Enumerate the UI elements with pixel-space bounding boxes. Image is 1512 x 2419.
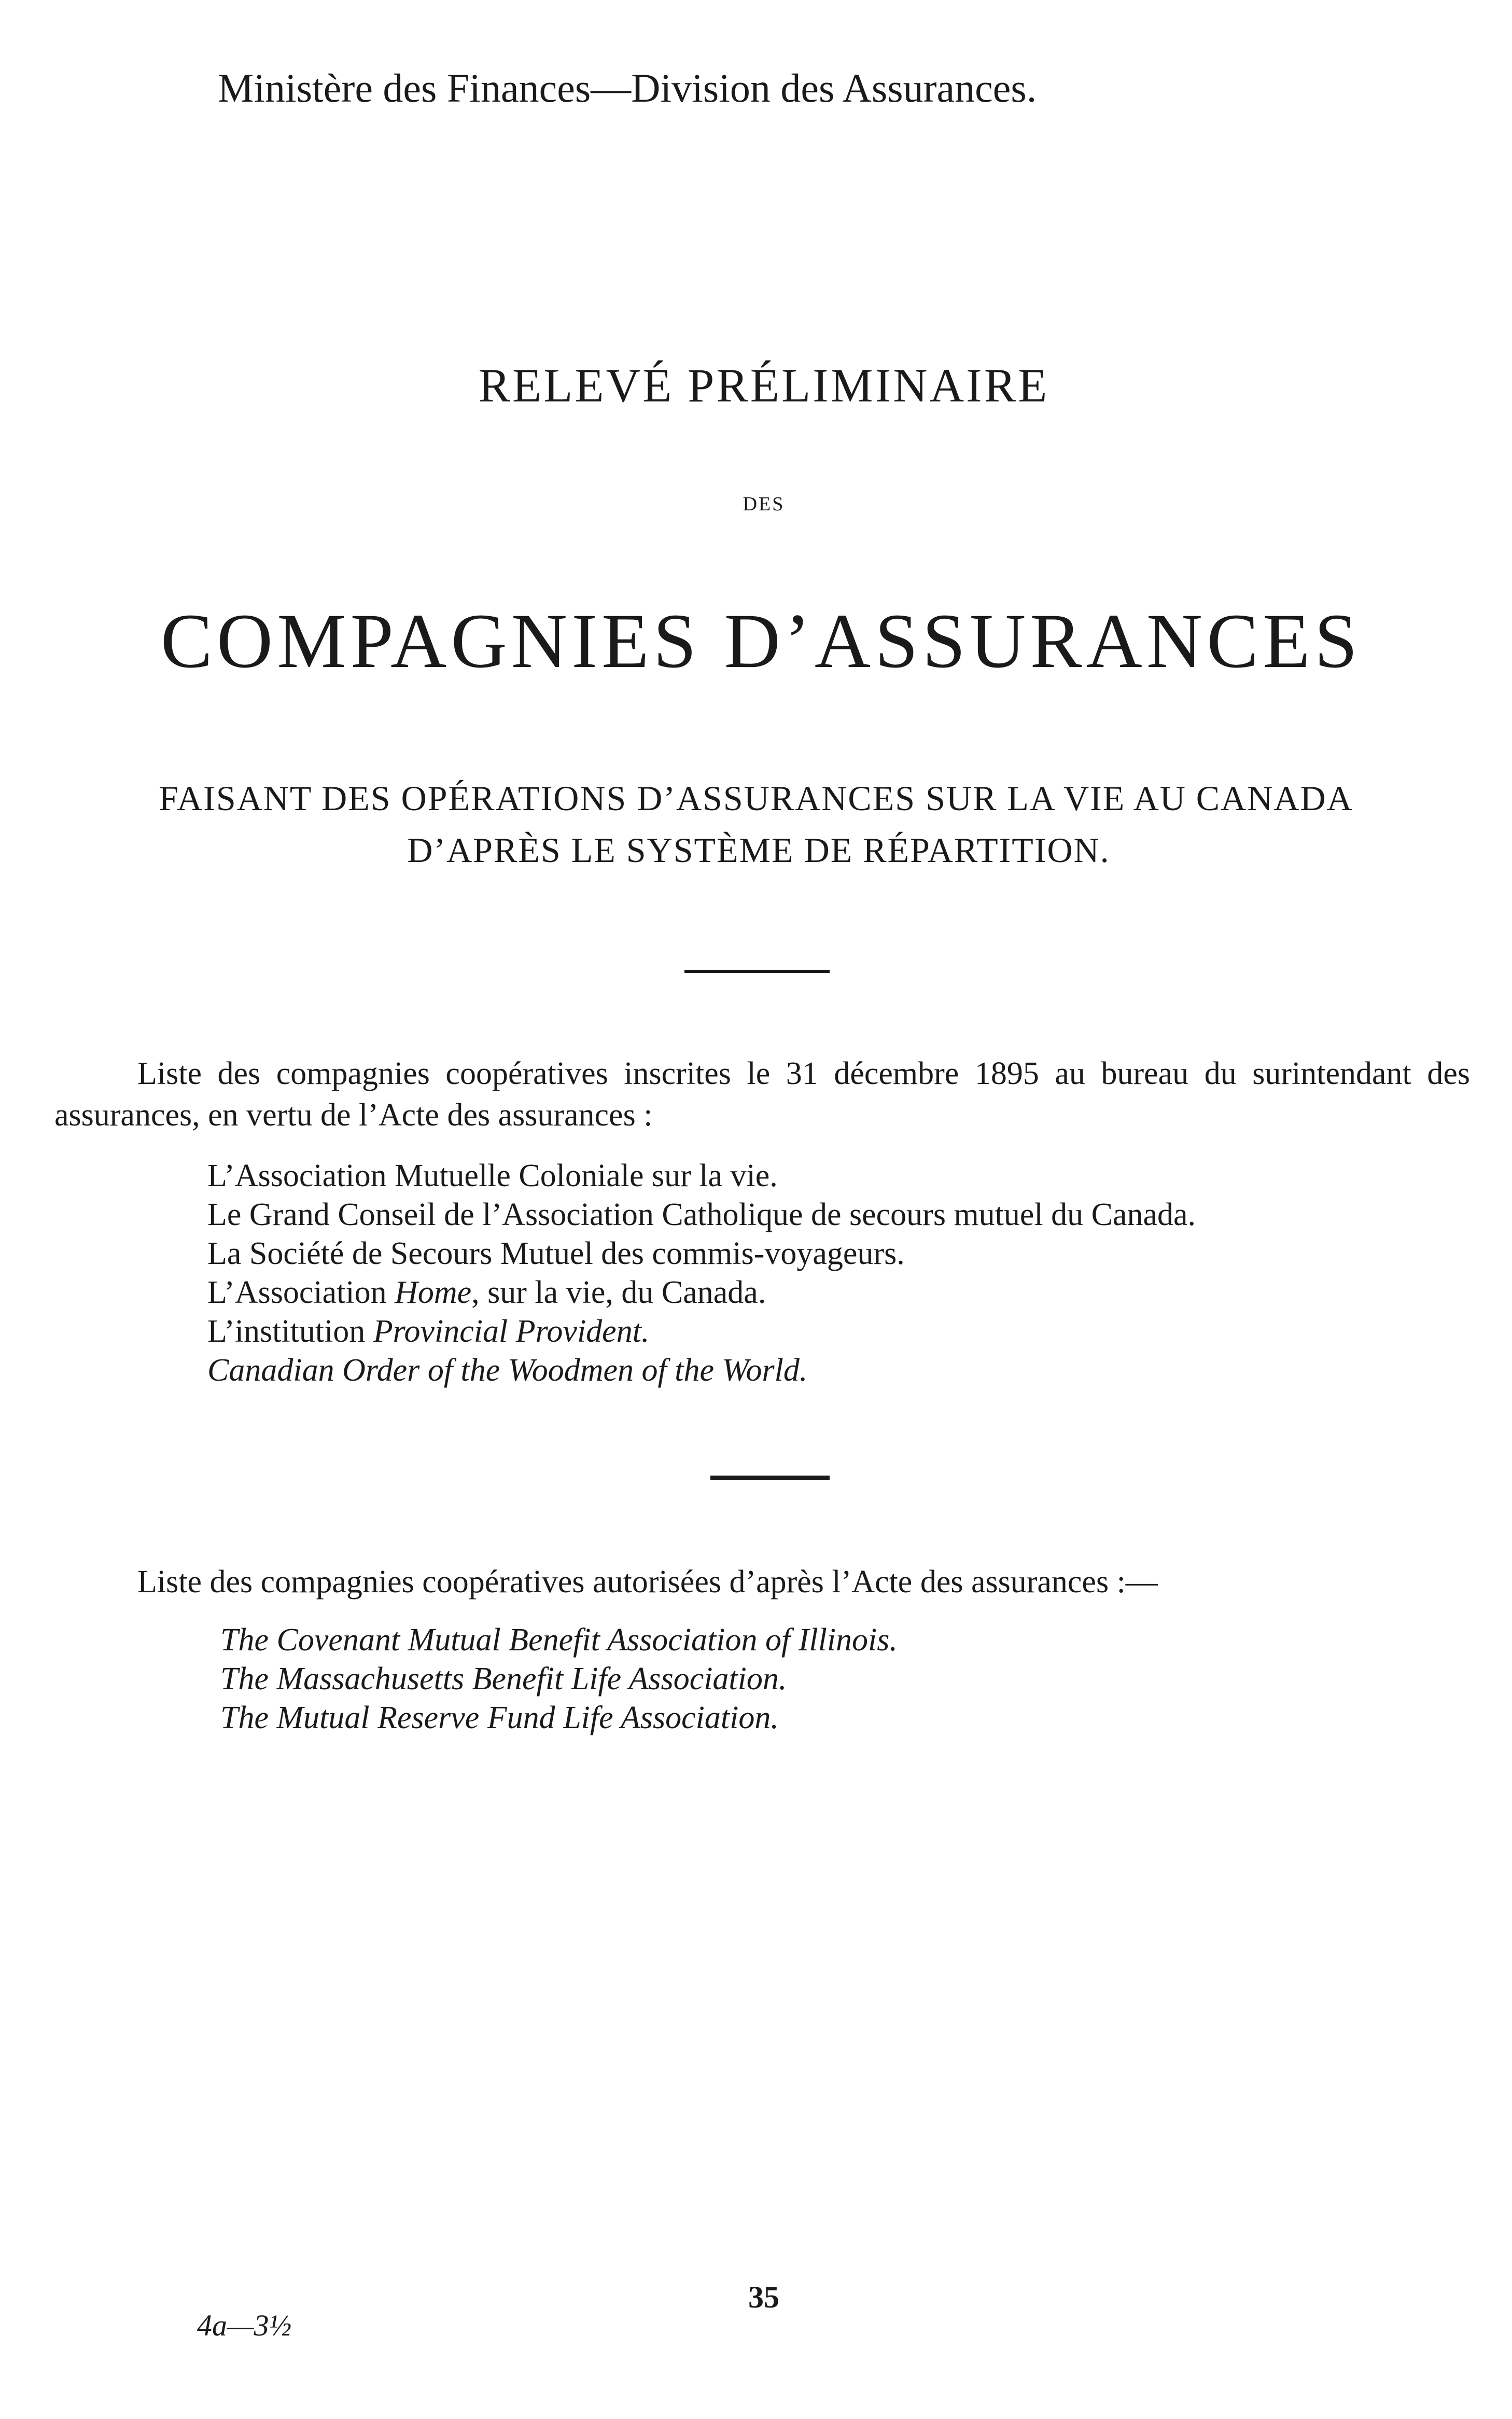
list-item-text: La Société de Secours Mutuel des commis-voyageurs. [207,1236,905,1271]
title-releve: RELEVÉ PRÉLIMINAIRE [478,359,1049,412]
list-item-text-after: , sur la vie, du Canada. [471,1275,766,1310]
list-item-emphasis: Provincial Provident. [373,1314,650,1349]
title-main: COMPAGNIES D’ASSURANCES [160,598,1362,684]
section1-intro: Liste des compagnies coopératives inscrites le 31 décembre 1895 au bureau du surintendant des assurances, en vertu de l’Acte des assurances : [54,1056,1470,1133]
list-item: The Covenant Mutual Benefit Association of Illinois. [220,1622,898,1658]
subtitle-line-2: D’APRÈS LE SYSTÈME DE RÉPARTITION. [407,830,1110,870]
page-number: 35 [748,2280,779,2314]
list-item-emphasis: Canadian Order of the Woodmen of the World. [207,1353,808,1388]
divider-rule [684,970,830,973]
list-item [207,1157,1196,1195]
list-item-text: L’institution [207,1314,373,1349]
list-item-text: L’Association Mutuelle Coloniale sur la vie. [207,1158,778,1193]
list-item [207,1234,1196,1273]
subtitle-line-1: FAISANT DES OPÉRATIONS D’ASSURANCES SUR LA VIE AU CANADA [159,778,1353,818]
section2-list [220,1621,898,1737]
list-item [207,1195,1196,1234]
signature-mark: 4a—3½ [197,2309,292,2342]
list-item [207,1312,1196,1351]
divider-rule [710,1476,830,1480]
title-connector: DES [743,493,785,515]
list-item-text: L’Association [207,1275,395,1310]
ministry-header: Ministère des Finances—Division des Assurances. [218,65,1037,110]
list-item-emphasis: Home [395,1275,472,1310]
section1-list [207,1157,1196,1390]
list-item: The Massachusetts Benefit Life Association. [220,1661,787,1697]
section2-intro: Liste des compagnies coopératives autorisées d’après l’Acte des assurances :— [137,1564,1158,1600]
list-item [207,1273,1196,1312]
list-item: The Mutual Reserve Fund Life Association. [220,1700,779,1735]
list-item [207,1351,1196,1390]
list-item-text: Le Grand Conseil de l’Association Catholique de secours mutuel du Canada. [207,1197,1196,1232]
